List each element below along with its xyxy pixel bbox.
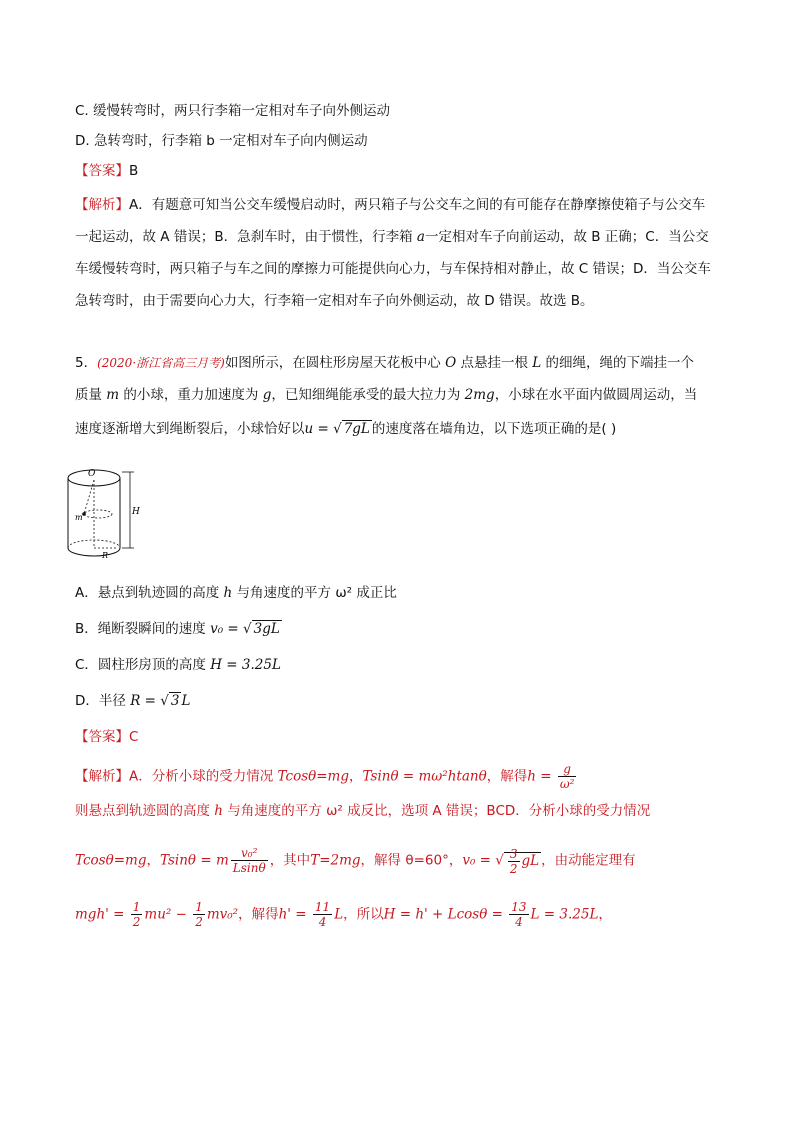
prev-analysis-line-4: 急转弯时，由于需要向心力大，行李箱一定相对车子向外侧运动，故 D 错误。故选 B。 xyxy=(75,293,594,309)
prev-option-c: C. 缓慢转弯时，两只行李箱一定相对车子向外侧运动 xyxy=(75,103,391,119)
fig-label-h: H xyxy=(132,507,140,517)
prev-option-d: D. 急转弯时，行李箱 b 一定相对车子向内侧运动 xyxy=(75,133,368,149)
q5-analysis-line-3: Tcosθ=mg，Tsinθ = m $\frac{\text{v₀²}}{Lsin\theta}$ ，其中T=2mg，解得 θ=60°，v₀ = √ $\frac{3}{2}$ gL ，由动能定理有 xyxy=(75,846,636,876)
prev-analysis-line-1: 【解析】A．有题意可知当公交车缓慢启动时，两只箱子与公交车之间的有可能存在静摩擦使箱子与公交车 xyxy=(75,197,706,213)
q5-analysis-line-4: mgh' = $\frac{1}{2}$ mu² − $\frac{1}{2}$ mv₀²，解得h' = $\frac{11}{4}$ L，所以H = h' + Lcosθ = $\frac{13}{4}$ L = 3.25L， xyxy=(75,900,612,929)
cylinder-figure xyxy=(62,462,162,572)
q5-analysis-line-2: 则悬点到轨迹圆的高度 h 与角速度的平方 ω² 成反比，选项 A 错误；BCD．分析小球的受力情况 xyxy=(75,803,651,819)
q5-option-d: D．半径 R = √ 3 L xyxy=(75,693,191,709)
fig-label-r: R xyxy=(102,551,109,560)
prev-analysis-line-3: 车缓慢转弯时，两只箱子与车之间的摩擦力可能提供向心力，与车保持相对静止，故 C 错误；D．当公交车 xyxy=(75,261,711,277)
q5-analysis-line-1: 【解析】A．分析小球的受力情况 Tcosθ=mg，Tsinθ = mω²htanθ，解得h = $\frac{g}{\text{ω²}}$ xyxy=(75,762,575,791)
prev-answer: 【答案】B xyxy=(75,163,139,179)
fig-label-m: m xyxy=(75,513,83,522)
q5-stem-line-3: 速度逐渐增大到绳断裂后，小球恰好以u = √ 7gL 的速度落在墙角边，以下选项正确的是( ) xyxy=(75,421,617,437)
prev-analysis-line-2: 一起运动，故 A 错误；B．急刹车时，由于惯性，行李箱 a一定相对车子向前运动，故 B 正确；C．当公交 xyxy=(75,229,709,245)
q5-option-c: C．圆柱形房顶的高度 H = 3.25L xyxy=(75,657,281,673)
q5-stem-line-1: 5．(2020·浙江省高三月考)如图所示，在圆柱形房屋天花板中心 O 点悬挂一根 L 的细绳，绳的下端挂一个 xyxy=(75,355,695,371)
q5-option-b: B．绳断裂瞬间的速度 v₀ = √ 3gL xyxy=(75,621,280,637)
q5-answer: 【答案】C xyxy=(75,729,139,745)
q5-stem-line-2: 质量 m 的小球，重力加速度为 g，已知细绳能承受的最大拉力为 2mg，小球在水平面内做圆周运动，当 xyxy=(75,387,698,403)
q5-option-a: A．悬点到轨迹圆的高度 h 与角速度的平方 ω² 成正比 xyxy=(75,585,397,601)
fig-label-o: O xyxy=(88,469,96,479)
